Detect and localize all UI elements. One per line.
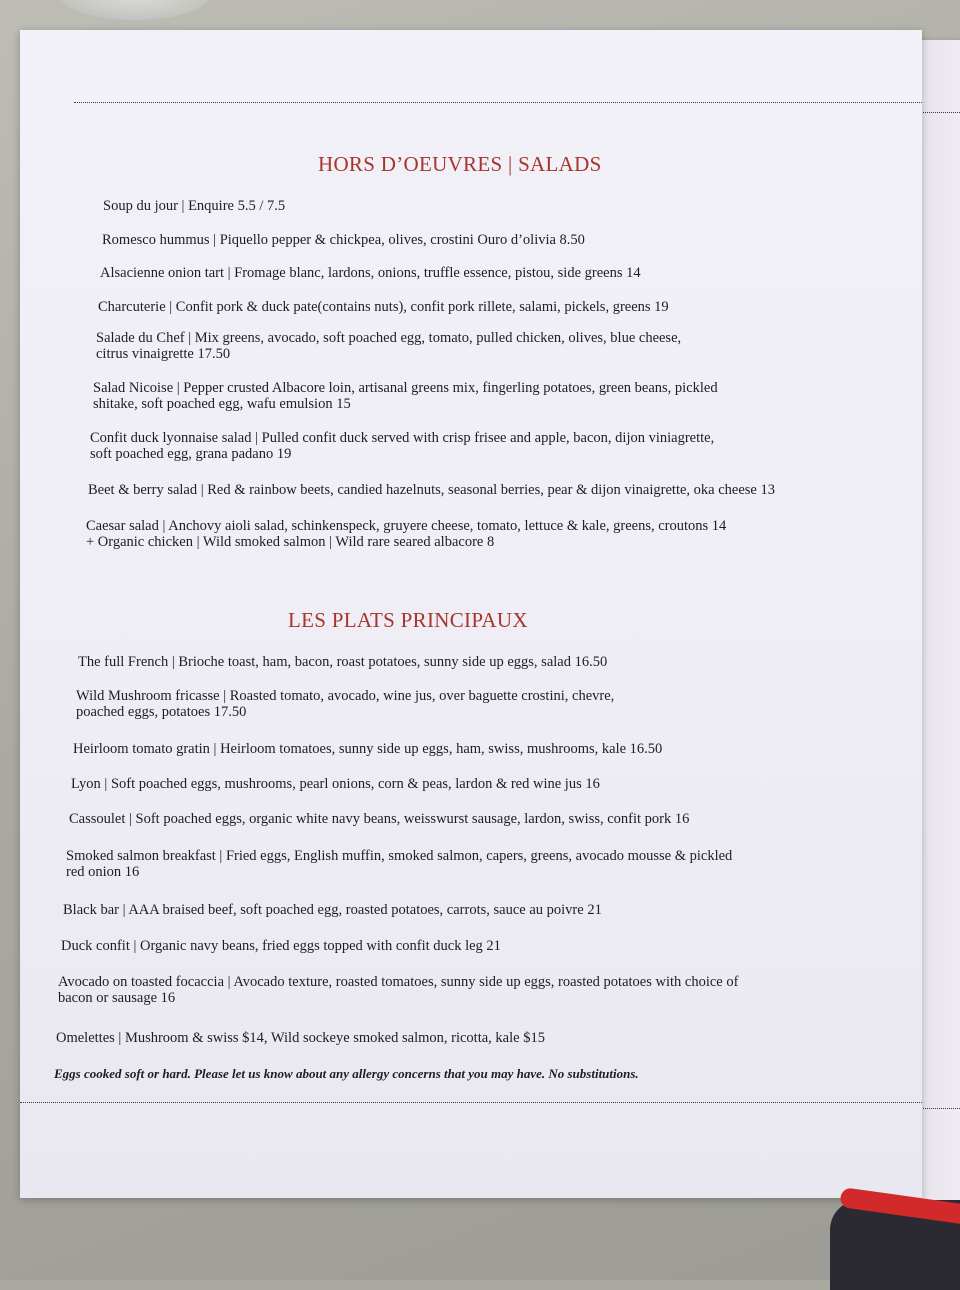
menu-item-confit-duck-salad: Confit duck lyonnaise salad | Pulled confit duck served with crisp frisee and apple, bacon, dijon viniagrette, soft poached egg, grana padano 19 [90,430,715,462]
menu-item-lyon: Lyon | Soft poached eggs, mushrooms, pearl onions, corn & peas, lardon & red wine jus 16 [71,776,600,792]
divider-top [74,102,922,103]
menu-item-mushroom-fricasse: Wild Mushroom fricasse | Roasted tomato, avocado, wine jus, over baguette crostini, chevre, poached eggs, potatoes 17.50 [76,688,615,720]
menu-item-beet-berry-salad: Beet & berry salad | Red & rainbow beets, candied hazelnuts, seasonal berries, pear & dijon vinaigrette, oka cheese 13 [88,482,775,498]
menu-item-charcuterie: Charcuterie | Confit pork & duck pate(contains nuts), confit pork rillete, salami, pickels, greens 19 [98,299,669,315]
menu-footnote: Eggs cooked soft or hard. Please let us know about any allergy concerns that you may have. No substitutions. [54,1066,639,1081]
section-title-plats-principaux: LES PLATS PRINCIPAUX [288,608,528,632]
menu-item-soup: Soup du jour | Enquire 5.5 / 7.5 [103,198,286,214]
menu-item-omelettes: Omelettes | Mushroom & swiss $14, Wild sockeye smoked salmon, ricotta, kale $15 [56,1030,545,1046]
menu-item-salad-nicoise: Salad Nicoise | Pepper crusted Albacore loin, artisanal greens mix, fingerling potatoes, green beans, pickled shitake, soft poached egg, wafu emulsion 15 [93,380,718,412]
menu-item-full-french: The full French | Brioche toast, ham, bacon, roast potatoes, sunny side up eggs, salad 16.50 [78,654,608,670]
menu-item-caesar-salad: Caesar salad | Anchovy aioli salad, schinkenspeck, gruyere cheese, tomato, lettuce & kale, greens, croutons 14 + Organic chicken | Wild smoked salmon | Wild rare seared albacore 8 [86,518,727,550]
menu-page [20,30,922,1198]
menu-item-black-bar: Black bar | AAA braised beef, soft poached egg, roasted potatoes, carrots, sauce au poivre 21 [63,902,602,918]
menu-item-onion-tart: Alsacienne onion tart | Fromage blanc, lardons, onions, truffle essence, pistou, side greens 14 [100,265,641,281]
menu-item-smoked-salmon-breakfast: Smoked salmon breakfast | Fried eggs, English muffin, smoked salmon, capers, greens, avocado mousse & pickled red onion 16 [66,848,733,880]
menu-item-romesco-hummus: Romesco hummus | Piquello pepper & chickpea, olives, crostini Ouro d’olivia 8.50 [102,232,585,248]
menu-item-duck-confit: Duck confit | Organic navy beans, fried eggs topped with confit duck leg 21 [61,938,501,954]
section-title-hors-doeuvres: HORS D’OEUVRES | SALADS [318,152,602,176]
menu-item-avocado-focaccia: Avocado on toasted focaccia | Avocado texture, roasted tomatoes, sunny side up eggs, roasted potatoes with choice of bacon or sausage 16 [58,974,739,1006]
menu-item-tomato-gratin: Heirloom tomato gratin | Heirloom tomatoes, sunny side up eggs, ham, swiss, mushrooms, kale 16.50 [73,741,663,757]
menu-item-salade-du-chef: Salade du Chef | Mix greens, avocado, soft poached egg, tomato, pulled chicken, olives, blue cheese, citrus vinaigrette 17.50 [96,330,682,362]
divider-bottom [20,1102,922,1103]
menu-item-cassoulet: Cassoulet | Soft poached eggs, organic white navy beans, weisswurst sausage, lardon, swiss, confit pork 16 [69,811,690,827]
